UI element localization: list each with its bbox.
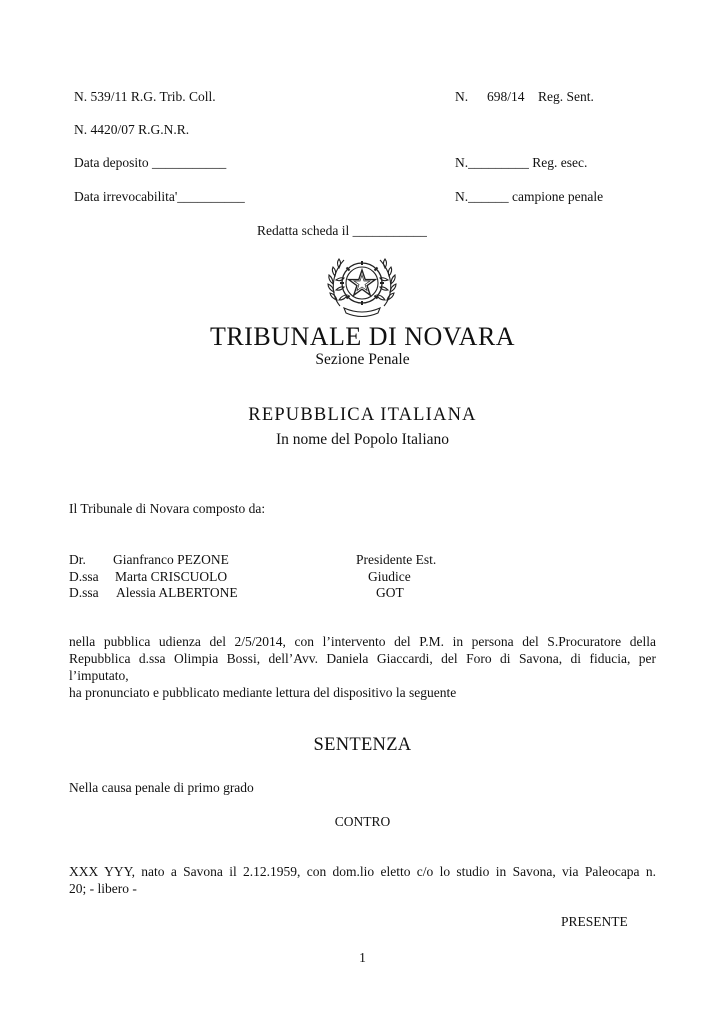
reg-sent-number: 698/14	[487, 89, 525, 104]
data-irrevocabilita: Data irrevocabilita'__________	[74, 189, 245, 204]
udienza-line-2: Repubblica d.ssa Olimpia Bossi, dell’Avv. Daniela Giaccardi, del Foro di Savona, di fiducia, per	[69, 651, 656, 666]
imputato-line-1: XXX YYY, nato a Savona il 2.12.1959, con dom.lio eletto c/o lo studio in Savona, via Paleocapa n.	[69, 864, 656, 879]
member-name: Marta CRISCUOLO	[115, 569, 228, 584]
member-name: Gianfranco PEZONE	[113, 552, 229, 567]
reg-sent-number-prefix: N.	[455, 89, 469, 104]
member-role: Presidente Est.	[356, 552, 437, 567]
member-title: D.ssa	[69, 585, 99, 600]
member-role: GOT	[376, 585, 404, 600]
rgnr-number: N. 4420/07 R.G.N.R.	[74, 122, 190, 137]
reg-esec: N._________ Reg. esec.	[455, 155, 588, 170]
composition-intro: Il Tribunale di Novara composto da:	[69, 501, 266, 516]
member-title: Dr.	[69, 552, 86, 567]
reg-sent-label: Reg. Sent.	[538, 89, 594, 104]
court-section: Sezione Penale	[315, 351, 410, 368]
republic-heading: REPUBBLICA ITALIANA	[248, 405, 477, 425]
udienza-line-1: nella pubblica udienza del 2/5/2014, con l’intervento del P.M. in persona del S.Procuratore della	[69, 634, 656, 649]
pronunciato-line: ha pronunciato e pubblicato mediante lettura del dispositivo la seguente	[69, 685, 457, 700]
member-role: Giudice	[368, 569, 411, 584]
redatta-scheda: Redatta scheda il ___________	[257, 223, 427, 238]
campione-penale: N.______ campione penale	[455, 189, 604, 204]
causa-penale: Nella causa penale di primo grado	[69, 780, 254, 795]
page-number: 1	[359, 950, 366, 965]
rg-trib-number: N. 539/11 R.G. Trib. Coll.	[74, 89, 216, 104]
udienza-line-3: l’imputato,	[69, 668, 129, 683]
imputato-line-2: 20; - libero -	[69, 881, 137, 896]
sentenza-heading: SENTENZA	[313, 735, 412, 755]
court-title: TRIBUNALE DI NOVARA	[209, 322, 516, 351]
member-name: Alessia ALBERTONE	[116, 585, 238, 600]
data-deposito: Data deposito ___________	[74, 155, 227, 170]
in-nome-popolo: In nome del Popolo Italiano	[275, 431, 450, 448]
italian-republic-emblem-icon	[326, 250, 398, 318]
presente-label: PRESENTE	[561, 914, 628, 929]
contro-heading: CONTRO	[334, 814, 391, 829]
member-title: D.ssa	[69, 569, 99, 584]
